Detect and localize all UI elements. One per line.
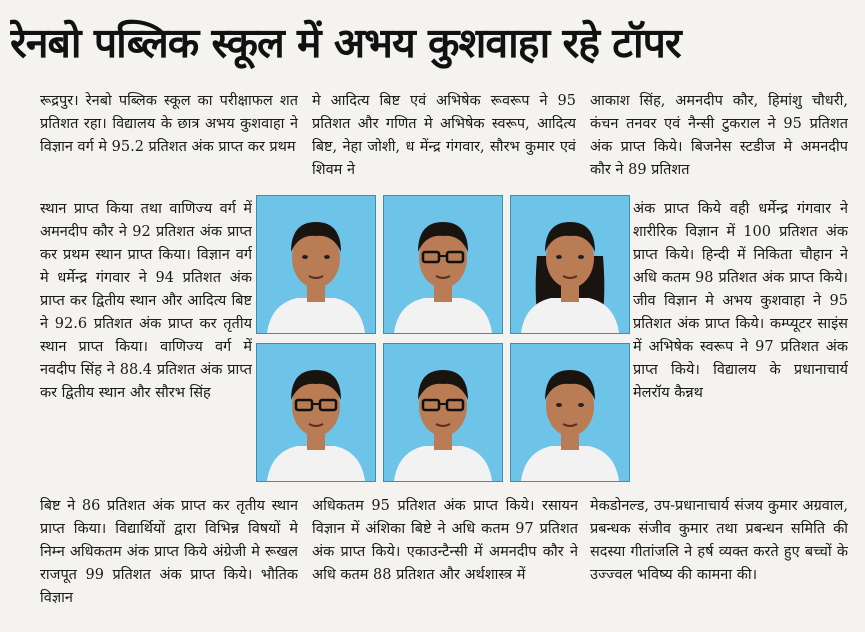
previous-article-edge xyxy=(0,0,865,10)
article-paragraph: बिष्ट ने 86 प्रतिशत अंक प्राप्त कर तृतीय स्थान प्राप्त किया। विद्यार्थियों द्वारा विभिन्न विषयों मे निम्न अधिकतम अंक प्राप्त किये अंग्रेजी मे रूखल राजपूत 99 प्रतिशत अंक प्राप्त किये। भौतिक विज्ञान xyxy=(40,498,298,606)
article-paragraph: अंक प्राप्त किये वही धर्मेन्द्र गंगवार ने शारीरिक विज्ञान में 100 प्रतिशत अंक प्राप्त किये। हिन्दी में निकिता चौहान ने अधि कतम 98 प्रतिशत अंक प्राप्त किये। जीव विज्ञान मे अभय कुशवाहा ने 95 प्रतिशत अंक प्राप्त किये। कम्प्यूटर साइंस में अभिषेक स्वरूप ने 97 प्रतिशत अंक प्राप्त किये। विद्यालय के प्रधानाचार्य मेलरॉय कैन्नथ xyxy=(633,201,848,401)
student-photo xyxy=(384,196,502,333)
headline: रेनबो पब्लिक स्कूल में अभय कुशवाहा रहे टॉपर xyxy=(10,19,681,67)
student-photo xyxy=(511,196,629,333)
article-paragraph: स्थान प्राप्त किया तथा वाणिज्य वर्ग में अमनदीप कौर ने 92 प्रतिशत अंक प्राप्त कर प्रथम स्थान प्राप्त किया। विज्ञान वर्ग मे धर्मेन्द्र गंगवार ने 94 प्रतिशत अंक प्राप्त कर द्वितीय स्थान और आदित्य बिष्ट ने 92.6 प्रतिशत अंक प्राप्त कर तृतीय स्थान प्राप्त किया। वाणिज्य वर्ग में नवदीप सिंह ने 88.4 प्रतिशत अंक प्राप्त कर द्वितीय स्थान और सौरभ सिंह xyxy=(40,201,252,401)
student-photo xyxy=(257,196,375,333)
article-column-2-top xyxy=(312,90,576,190)
article-column-1-bottom xyxy=(40,495,298,623)
portrait-illustration xyxy=(511,196,629,333)
article-paragraph: अधिकतम 95 प्रतिशत अंक प्राप्त किये। रसायन विज्ञान में अंशिका बिष्टे ने अधि कतम 97 प्रतिशत अंक प्राप्त किये। एकाउन्टैन्सी में अमनदीप कौर ने अधि कतम 88 प्रतिशत और अर्थशास्त्र में xyxy=(312,498,578,583)
article-column-3-middle xyxy=(633,198,848,490)
article-paragraph: मेकडोनल्ड, उप-प्रधानाचार्य संजय कुमार अग्रवाल, प्रबन्धक संजीव कुमार तथा प्रबन्धन समिति की सदस्या गीतांजलि ने हर्ष व्यक्त करते हुए बच्चों के उज्ज्वल भविष्य की कामना की। xyxy=(590,498,848,583)
portrait-illustration xyxy=(257,344,375,481)
student-photo xyxy=(257,344,375,481)
portrait-illustration xyxy=(511,344,629,481)
portrait-illustration xyxy=(257,196,375,333)
student-photo xyxy=(384,344,502,481)
article-paragraph: मे आदित्य बिष्ट एवं अभिषेक रूवरूप ने 95 प्रतिशत और गणित मे अभिषेक स्वरूप, आदित्य बिष्ट, नेहा जोशी, ध मेंन्द्र गंगवार, सौरभ कुमार एवं शिवम ने xyxy=(312,93,576,178)
student-photo xyxy=(511,344,629,481)
article-paragraph: रूद्रपुर। रेनबो पब्लिक स्कूल का परीक्षाफल शत प्रतिशत रहा। विद्यालय के छात्र अभय कुशवाहा ने विज्ञान वर्ग मे 95.2 प्रतिशत अंक प्राप्त कर प्रथम xyxy=(40,93,298,155)
article-column-3-bottom xyxy=(590,495,848,623)
portrait-illustration xyxy=(384,344,502,481)
article-column-2-bottom xyxy=(312,495,578,623)
article-paragraph: आकाश सिंह, अमनदीप कौर, हिमांशु चौधरी, कंचन तनवर एवं नैन्सी टुकराल ने 95 प्रतिशत अंक प्राप्त किये। बिजनेस स्टडीज मे अमनदीप कौर ने 89 प्रतिशत xyxy=(590,93,848,178)
article-column-1-top xyxy=(40,90,298,190)
article-column-3-top xyxy=(590,90,848,190)
next-article-edge xyxy=(0,624,865,632)
portrait-illustration xyxy=(384,196,502,333)
student-photo-grid xyxy=(257,196,631,482)
article-column-1-middle xyxy=(40,198,252,490)
